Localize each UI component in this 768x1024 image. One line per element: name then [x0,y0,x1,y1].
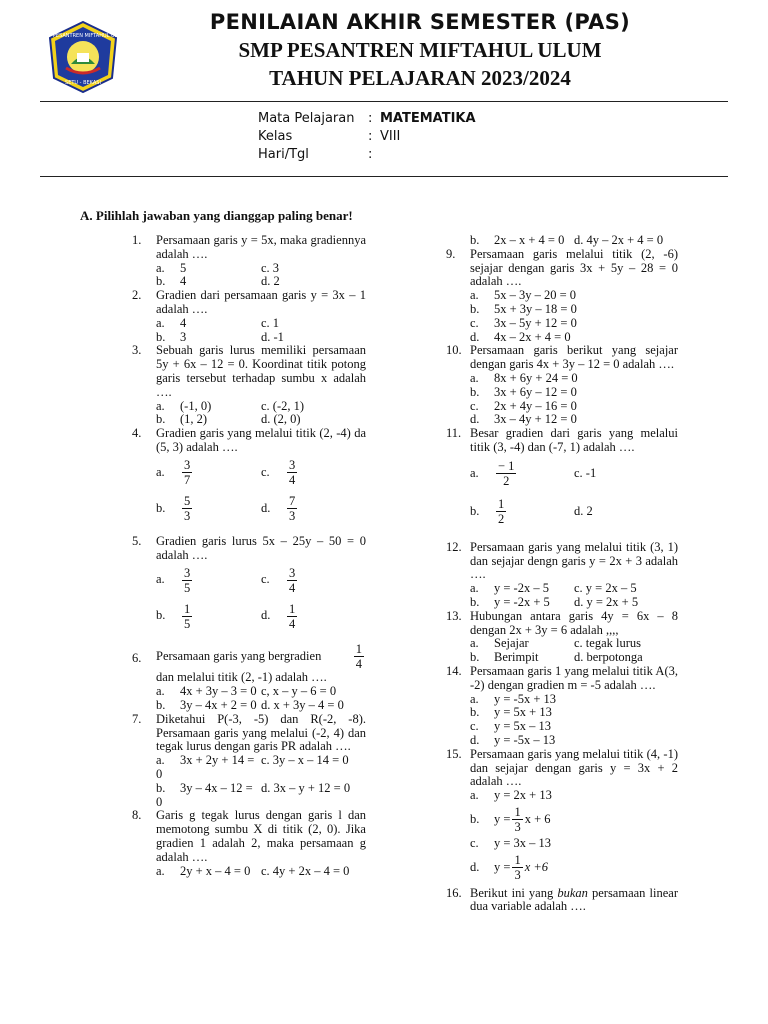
section-instruction: A. Pilihlah jawaban yang dianggap paling benar! [80,208,353,223]
subject-label: Mata Pelajaran [258,111,355,126]
question-text: Persamaan garis yang bergradien $\frac{1}{4}$ [156,642,362,672]
option-a: a. 8x + 6y + 24 = 0 [470,370,578,385]
question-11 [446,427,678,531]
option-d: d. berpotonga [574,650,643,665]
option-a: a. $\frac{3}{5}$ [156,565,191,595]
question-4 [132,427,366,527]
option-c: c, x – y – 6 = 0 [261,684,337,699]
question-text: Persamaan garis yang melalui titik (3, 1) dan sejajar dengn garis y = 2x + 3 adalah …. [470,539,678,582]
class-value: VIII [380,129,401,144]
colon: : [368,111,373,126]
option-c: c. 3y – x – 14 = 0 [261,753,349,768]
option-a: a. 4 [156,315,187,330]
option-d: d. 2 [261,274,280,289]
question-number: 1. [132,233,142,247]
option-b: b. 3y – 4x + 2 = 0 [156,697,257,712]
question-text: Diketahui P(-3, -5) dan R(-2, -8). Persamaan garis yang melalui (-2, 4) dan tegak lurus dengan garis PR adalah …. [156,711,366,754]
question-number: 8. [132,808,142,823]
option-d: d. 3x – 4y + 12 = 0 [470,412,577,427]
option-d: d. 4y – 2x + 4 = 0 [574,233,664,247]
option-c: c. 3x – 5y + 12 = 0 [470,315,577,330]
option-c: c. $\frac{3}{4}$ [261,458,296,488]
option-c: c. 1 [261,315,280,330]
option-a: a. 3x + 2y + 14 = 0 [156,753,255,781]
question-number: 9. [446,246,456,261]
question-number: 16. [446,885,462,900]
option-c: c. y = 2x – 5 [574,581,637,596]
colon: : [368,129,373,144]
option-c: c. -1 [574,465,597,480]
option-a: a. y = 2x + 13 [470,788,552,803]
question-8-continued [446,234,678,248]
question-number: 15. [446,746,462,761]
question-text: Garis g tegak lurus dengan garis l dan memotong sumbu X di titik (2, 0). Jika gradien 1 adalah 2, maka persamaan g adalah …. [156,808,366,864]
question-text: Persamaan garis melalui titik (2, -6) sejajar dengan garis 3x + 5y – 28 = 0 adalah …. [470,246,678,289]
logo-top-text: SMP PESANTREN MIFTAHUL ULUM [40,33,126,39]
option-c: c. (-2, 1) [261,398,305,413]
option-a: a. 4x + 3y – 3 = 0 [156,684,257,699]
option-b: b. 3 [156,329,187,344]
question-text: Besar gradien dari garis yang melalui titik (3, -4) dan (-7, 1) adalah …. [470,426,678,454]
question-text: Persamaan garis 1 yang melalui titik A(3, -2) dengan gradien m = -5 adalah …. [470,663,678,692]
option-a: a. y = -5x + 13 [470,691,557,706]
option-a: a. $\frac{3}{7}$ [156,458,191,488]
question-number: 7. [132,711,142,726]
option-a: a. y = -2x – 5 [470,581,549,596]
question-8 [132,809,366,878]
question-text: Persamaan garis yang melalui titik (4, -1) dan sejajar dengan garis y = 3x + 2 adalah …. [470,746,678,789]
colon: : [368,147,373,162]
question-3 [132,344,366,427]
option-a: a. Sejajar [470,636,529,651]
question-text: Hubungan antara garis 4y = 6x – 8 dengan 2x + 3y = 6 adalah ,,,, [470,608,678,637]
question-14 [446,665,678,748]
option-b: b. Berimpit [470,650,539,665]
option-d: d. $\frac{1}{4}$ [261,601,296,631]
question-column-right [446,234,678,914]
question-number: 4. [132,426,142,441]
option-b: b. y = 5x + 13 [470,705,552,720]
option-b: b. y = $\frac{1}{3}$ x + 6 [470,805,551,835]
question-text: Persamaan garis berikut yang sejajar dengan garis 4x + 3y – 12 = 0 adalah …. [470,343,678,372]
option-a: a. 5x – 3y – 20 = 0 [470,288,577,303]
option-d: d. 2 [574,503,593,518]
header-divider [40,101,728,102]
option-d: d. (2, 0) [261,412,301,427]
option-c: c. y = 3x – 13 [470,835,552,850]
option-c: c. $\frac{3}{4}$ [261,565,296,595]
question-text: Gradien garis yang melalui titik (2, -4) da (5, 3) adalah …. [156,426,366,454]
option-b: b. 2x – x + 4 = 0 [470,233,565,247]
question-10 [446,344,678,427]
question-text: Persamaan garis y = 5x, maka gradiennya adalah …. [156,233,366,261]
question-1 [132,234,366,289]
question-column-left [132,234,366,878]
exam-meta [258,110,476,164]
option-c: c. 3 [261,260,280,275]
option-d: d. y = 2x + 5 [574,594,639,609]
option-d: d. y = -5x – 13 [470,732,556,747]
option-b: b. 3x + 6y – 12 = 0 [470,384,577,399]
option-d: d. 4x – 2x + 4 = 0 [470,329,571,344]
question-number: 5. [132,533,142,548]
question-2 [132,289,366,344]
option-b: b. y = -2x + 5 [470,594,550,609]
question-12 [446,541,678,610]
school-logo-icon [40,20,126,94]
question-number: 10. [446,343,462,358]
option-b: b. 5x + 3y – 18 = 0 [470,301,577,316]
question-text: Gradien dari persamaan garis y = 3x – 1 adalah …. [156,288,366,316]
option-d: d. x + 3y – 4 = 0 [261,697,344,712]
school-name: SMP PESANTREN MIFTAHUL ULUM [238,38,602,62]
subject-value: MATEMATIKA [380,111,476,126]
question-number: 2. [132,288,142,303]
question-16 [446,887,678,915]
option-b: b. $\frac{5}{3}$ [156,494,191,524]
class-label: Kelas [258,129,293,144]
option-b: b. 4 [156,274,187,289]
question-5 [132,535,366,635]
question-text: Gradien garis lurus 5x – 25y – 50 = 0 adalah …. [156,533,366,562]
exam-header [0,0,768,104]
option-d: d. 3x – y + 12 = 0 [261,780,351,795]
option-c: c. 2x + 4y – 16 = 0 [470,398,577,413]
option-d: d. $\frac{7}{3}$ [261,494,296,524]
question-text: Berikut ini yang bukan persamaan linear dua variable adalah …. [470,885,678,914]
exam-title: PENILAIAN AKHIR SEMESTER (PAS) [209,10,631,34]
question-6 [132,642,366,712]
option-d: d. -1 [261,329,284,344]
option-a: a. 2y + x – 4 = 0 [156,863,251,878]
option-a: a. 5 [156,260,187,275]
question-number: 6. [132,651,142,666]
question-number: 11. [446,426,462,441]
meta-divider [40,176,728,177]
option-b: b. $\frac{1}{2}$ [470,497,505,527]
option-a: a. $\frac{- 1}{2}$ [470,459,515,489]
question-7 [132,713,366,810]
question-text: Sebuah garis lurus memiliki persamaan 5y + 6x – 12 = 0. Koordinat titik potong garis tersebut terhadap sumbu x adalah …. [156,343,366,399]
question-number: 12. [446,539,462,554]
option-b: b. $\frac{1}{5}$ [156,601,191,631]
question-13 [446,610,678,665]
option-c: c. y = 5x – 13 [470,719,552,734]
question-9 [446,248,678,345]
option-d: d. y = $\frac{1}{3}$ x +6 [470,853,549,883]
option-c: c. 4y + 2x – 4 = 0 [261,863,350,878]
option-c: c. tegak lurus [574,636,641,651]
question-number: 3. [132,343,142,358]
option-b: b. 3y – 4x – 12 = 0 [156,780,253,809]
question-text-cont: dan melalui titik (2, -1) adalah …. [156,670,327,685]
question-15 [446,748,678,885]
date-label: Hari/Tgl [258,147,309,162]
question-number: 13. [446,608,462,623]
option-a: a. (-1, 0) [156,398,212,413]
question-number: 14. [446,663,462,678]
logo-bottom-text: SETU - BEKASI [65,80,101,86]
option-b: b. (1, 2) [156,412,208,427]
academic-year: TAHUN PELAJARAN 2023/2024 [269,66,571,90]
